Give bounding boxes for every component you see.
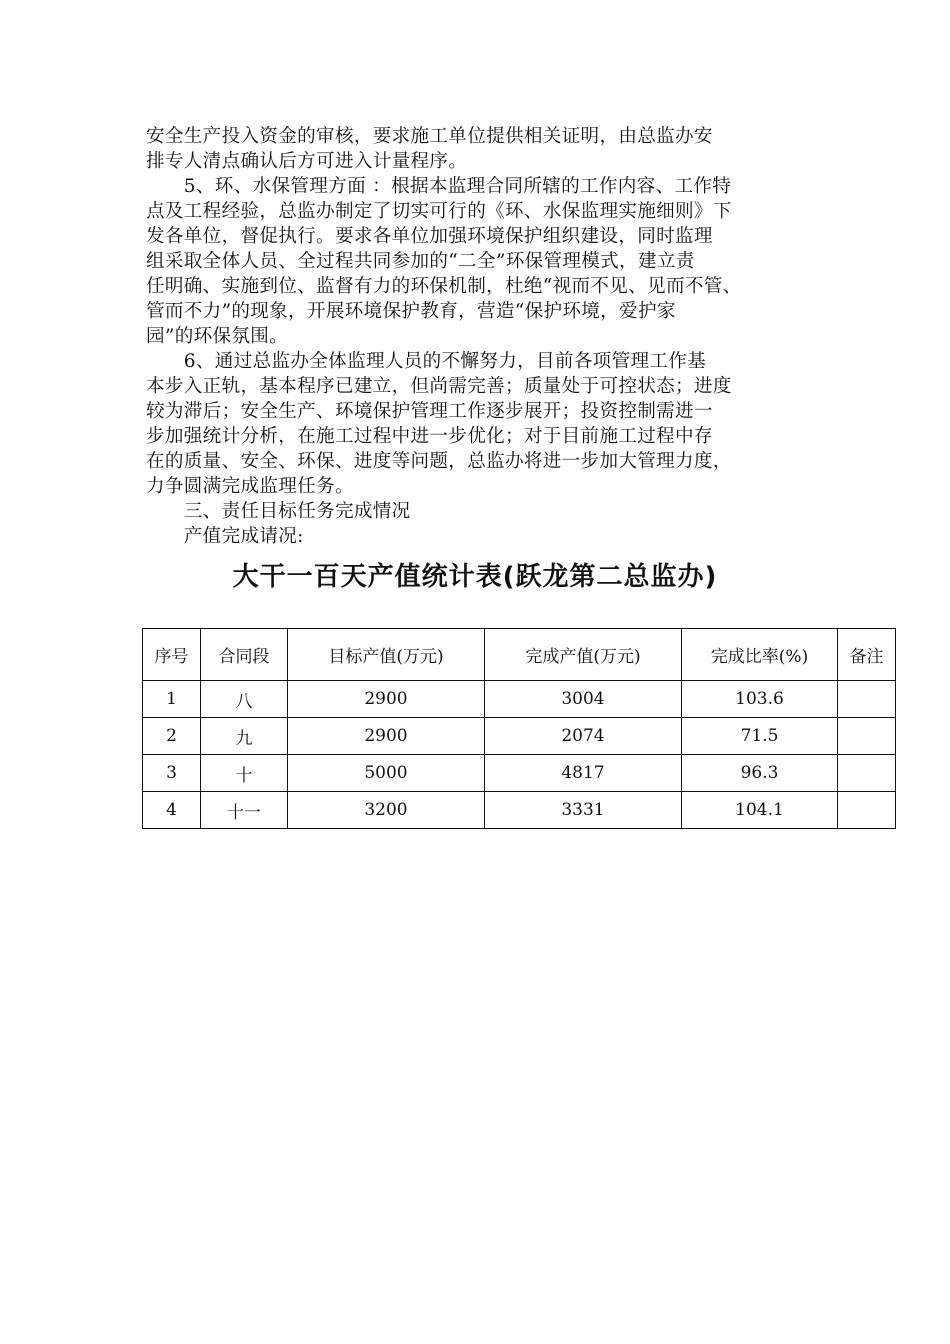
table-cell: 八 [201, 681, 288, 718]
table-title: 大干一百天产值统计表(跃龙第二总监办) [232, 562, 718, 592]
text-line: 产值完成请况: [146, 526, 304, 547]
table-cell: 3 [143, 755, 201, 792]
text-line: 5、环、水保管理方面 ：根据本监理合同所辖的工作内容、工作特 [146, 176, 732, 197]
table-row [143, 792, 896, 829]
table-row [143, 718, 896, 755]
table-cell: 4 [143, 792, 201, 829]
text-line: 力争圆满完成监理任务。 [146, 476, 354, 497]
text-line: 步加强统计分析，在施工过程中进一步优化；对于目前施工过程中存 [146, 426, 713, 447]
text-line: 点及工程经验，总监办制定了切实可行的《环、水保监理实施细则》下 [146, 201, 732, 222]
text-line: 在的质量、安全、环保、进度等问题，总监办将进一步加大管理力度， [146, 451, 732, 472]
table-cell: 96.3 [682, 755, 838, 792]
header-cell: 备注 [838, 629, 896, 681]
table-cell [838, 718, 896, 755]
table-cell [838, 792, 896, 829]
table-cell: 103.6 [682, 681, 838, 718]
table-cell [838, 755, 896, 792]
table-row [143, 681, 896, 718]
table-cell: 十一 [201, 792, 288, 829]
table-header-row [143, 629, 896, 681]
text-line: 组采取全体人员、全过程共同参加的“二全”环保管理模式，建立责 [146, 251, 695, 272]
table-cell: 2074 [485, 718, 682, 755]
table-cell: 4817 [485, 755, 682, 792]
header-cell: 序号 [143, 629, 201, 681]
text-line: 较为滞后；安全生产、环境保护管理工作逐步展开；投资控制需进一 [146, 401, 713, 422]
table-cell: 3331 [485, 792, 682, 829]
text-line: 管而不力”的现象，开展环境保护教育，营造“保护环境，爱护家 [146, 301, 676, 322]
header-cell: 目标产值(万元) [288, 629, 485, 681]
table-cell: 71.5 [682, 718, 838, 755]
body-text [146, 124, 826, 549]
table-cell: 2 [143, 718, 201, 755]
table-row [143, 755, 896, 792]
table-cell [838, 681, 896, 718]
text-line: 任明确、实施到位、监督有力的环保机制，杜绝“视而不见、见而不管、 [146, 276, 742, 297]
table-cell: 十 [201, 755, 288, 792]
table-cell: 2900 [288, 681, 485, 718]
header-cell: 完成产值(万元) [485, 629, 682, 681]
text-line: 三、责任目标任务完成情况 [146, 501, 411, 522]
table-cell: 3004 [485, 681, 682, 718]
table-cell: 104.1 [682, 792, 838, 829]
table-cell: 2900 [288, 718, 485, 755]
table-cell: 3200 [288, 792, 485, 829]
text-line: 发各单位，督促执行。要求各单位加强环境保护组织建设，同时监理 [146, 226, 713, 247]
text-line: 排专人清点确认后方可进入计量程序。 [146, 151, 468, 172]
text-line: 本步入正轨，基本程序已建立，但尚需完善；质量处于可控状态；进度 [146, 376, 732, 397]
text-line: 安全生产投入资金的审核，要求施工单位提供相关证明，由总监办安 [146, 126, 713, 147]
text-line: 园”的环保氛围。 [146, 326, 289, 347]
table-cell: 九 [201, 718, 288, 755]
header-cell: 完成比率(%) [682, 629, 838, 681]
output-value-table [142, 628, 896, 829]
text-line: 6、通过总监办全体监理人员的不懈努力，目前各项管理工作基 [146, 351, 707, 372]
table-cell: 1 [143, 681, 201, 718]
header-cell: 合同段 [201, 629, 288, 681]
table-cell: 5000 [288, 755, 485, 792]
